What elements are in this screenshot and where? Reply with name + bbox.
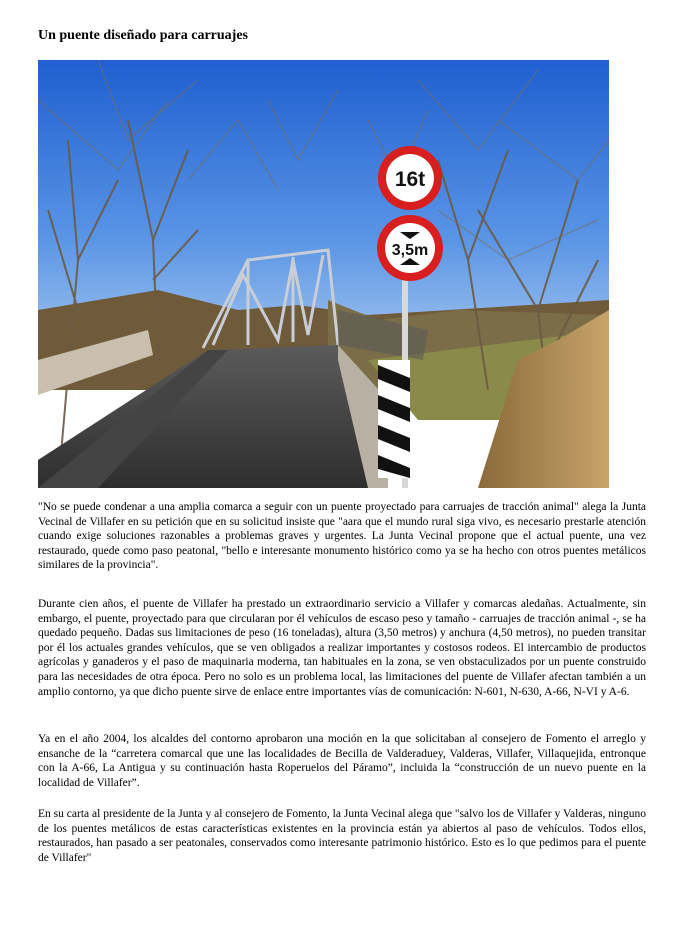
paragraph-2: Durante cien años, el puente de Villafer ha prestado un extraordinario servicio a Villafer y comarcas aledañas. Actualmente, sin embargo, el puente, proyectado para que circularan por él vehículos de escaso peso y tamaño - carruajes de tracción animal -, se ha quedado pequeño. Dadas sus limitaciones de peso (16 toneladas), altura (3,50 metros) y anchura (4,50 metros), no pueden transitar por él los actuales grandes vehículos, que se ven obligados a realizar importantes y costosos rodeos. El intercambio de productos agrícolas y ganaderos y el paso de maquinaria moderna, tan habituales en la zona, se ven obstaculizados por un puente construido para las necesidades de otra época. Pero no solo es un problema local, las limitaciones del puente de Villafer afectan también a un amplio contorno, ya que dicho puente sirve de enlace entre importantes vías de comunicación: N-601, N-630, A-66, N-VI y A-6. bbox=[38, 598, 646, 698]
paragraph-1: "No se puede condenar a una amplia comarca a seguir con un puente proyectado para carruajes de tracción animal" alega la Junta Vecinal de Villafer en su petición que en su solicitud insiste que "aara que el mundo rural siga vivo, es necesario prestarle atención cuando exige soluciones razonables a problemas graves y urgentes. La Junta Vecinal propone que el actual puente, una vez restaurado, quede como paso peatonal, "bello e interesante monumento histórico como ya se ha hecho con otros puentes metálicos similares de la provincia". bbox=[38, 501, 646, 572]
height-limit-text: 3,5m bbox=[391, 242, 429, 259]
height-limit-sign bbox=[377, 215, 443, 281]
warning-post bbox=[378, 360, 410, 478]
paragraph-3: Ya en el año 2004, los alcaldes del contorno aprobaron una moción en la que solicitaban al consejero de Fomento el arreglo y ensanche de la “carretera comarcal que une las localidades de Becilla de Valderaduey, Valderas, Villafer, Villaquejida, entronque con la A-66, La Antigua y su continuación hasta Roperuelos del Páramo”, incluida la “construcción de un nuevo puente en la localidad de Villafer”. bbox=[38, 733, 646, 789]
bridge-photo bbox=[38, 60, 609, 488]
weight-limit-sign bbox=[378, 146, 442, 210]
weight-limit-text: 16t bbox=[394, 168, 426, 191]
article-title: Un puente diseñado para carruajes bbox=[38, 28, 249, 43]
paragraph-4: En su carta al presidente de la Junta y al consejero de Fomento, la Junta Vecinal alega que "salvo los de Villafer y Valderas, ninguno de los puentes metálicos de estas características existentes en la provincia están ya abiertos al paso de vehículos. Todos ellos, restaurados, han pasado a ser peatonales, conservados como interesante patrimonio histórico. Esto es lo que pedimos para el puente de Villafer" bbox=[38, 808, 646, 864]
